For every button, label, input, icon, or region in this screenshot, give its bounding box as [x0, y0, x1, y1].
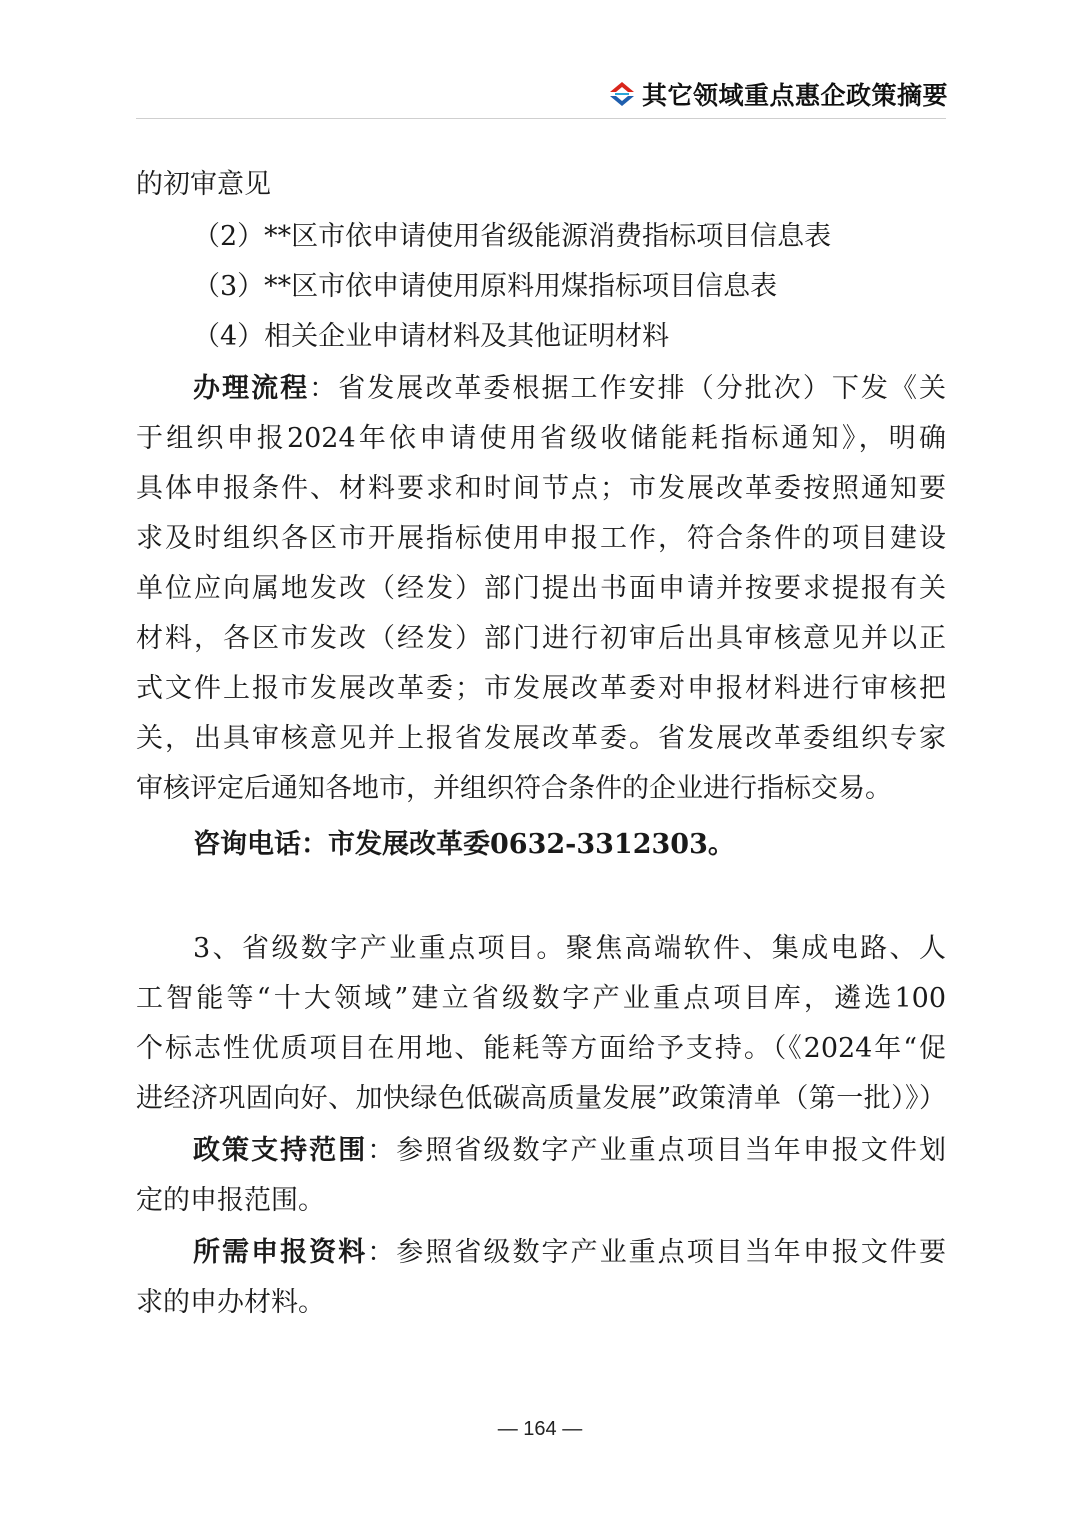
item3-line: 个标志性优质项目在用地、能耗等方面给予支持。（《2024年“促: [136, 1033, 946, 1064]
process-line: 关，出具审核意见并上报省发展改革委。省发展改革委组织专家: [136, 723, 946, 754]
materials-line: 所需申报资料：参照省级数字产业重点项目当年申报文件要: [193, 1237, 946, 1268]
scope-label: 政策支持范围: [193, 1135, 368, 1166]
materials-label: 所需申报资料: [193, 1237, 368, 1268]
attachment-item: （2）**区市依申请使用省级能源消费指标项目信息表: [193, 221, 832, 252]
materials-line: 求的申办材料。: [136, 1287, 325, 1318]
process-line: 具体申报条件、材料要求和时间节点；市发展改革委按照通知要: [136, 473, 946, 504]
process-line: 材料，各区市发改（经发）部门进行初审后出具审核意见并以正: [136, 623, 946, 654]
item3-line: 进经济巩固向好、加快绿色低碳高质量发展”政策清单（第一批）》）: [136, 1083, 946, 1114]
process-line: 式文件上报市发展改革委；市发展改革委对申报材料进行审核把: [136, 673, 946, 704]
header-title: 其它领域重点惠企政策摘要: [641, 81, 948, 110]
contact-phone: ：市发展改革委0632-3312303。: [301, 829, 735, 860]
process-line: 于组织申报2024年依申请使用省级收储能耗指标通知》，明确: [136, 423, 946, 454]
item3-line: 工智能等“十大领域”建立省级数字产业重点项目库，遴选100: [136, 983, 946, 1014]
contact-label: 咨询电话: [193, 829, 301, 860]
scope-line: 政策支持范围：参照省级数字产业重点项目当年申报文件划: [193, 1135, 946, 1166]
attachment-item: （3）**区市依申请使用原料用煤指标项目信息表: [193, 271, 778, 302]
contact-line: [136, 820, 946, 870]
item3-line: 3、省级数字产业重点项目。聚焦高端软件、集成电路、人: [193, 933, 946, 964]
process-label: 办理流程: [193, 373, 310, 404]
scope-line: 定的申报范围。: [136, 1185, 325, 1216]
continuation-line: 的初审意见: [136, 169, 271, 200]
process-line: 办理流程：省发展改革委根据工作安排（分批次）下发《关: [193, 373, 946, 404]
process-line: 单位应向属地发改（经发）部门提出书面申请并按要求提报有关: [136, 573, 946, 604]
page-number: — 164 —: [497, 1418, 583, 1440]
process-line: 求及时组织各区市开展指标使用申报工作，符合条件的项目建设: [136, 523, 946, 554]
process-line: 审核评定后通知各地市，并组织符合条件的企业进行指标交易。: [136, 773, 892, 804]
attachment-item: （4）相关企业申请材料及其他证明材料: [193, 321, 670, 352]
